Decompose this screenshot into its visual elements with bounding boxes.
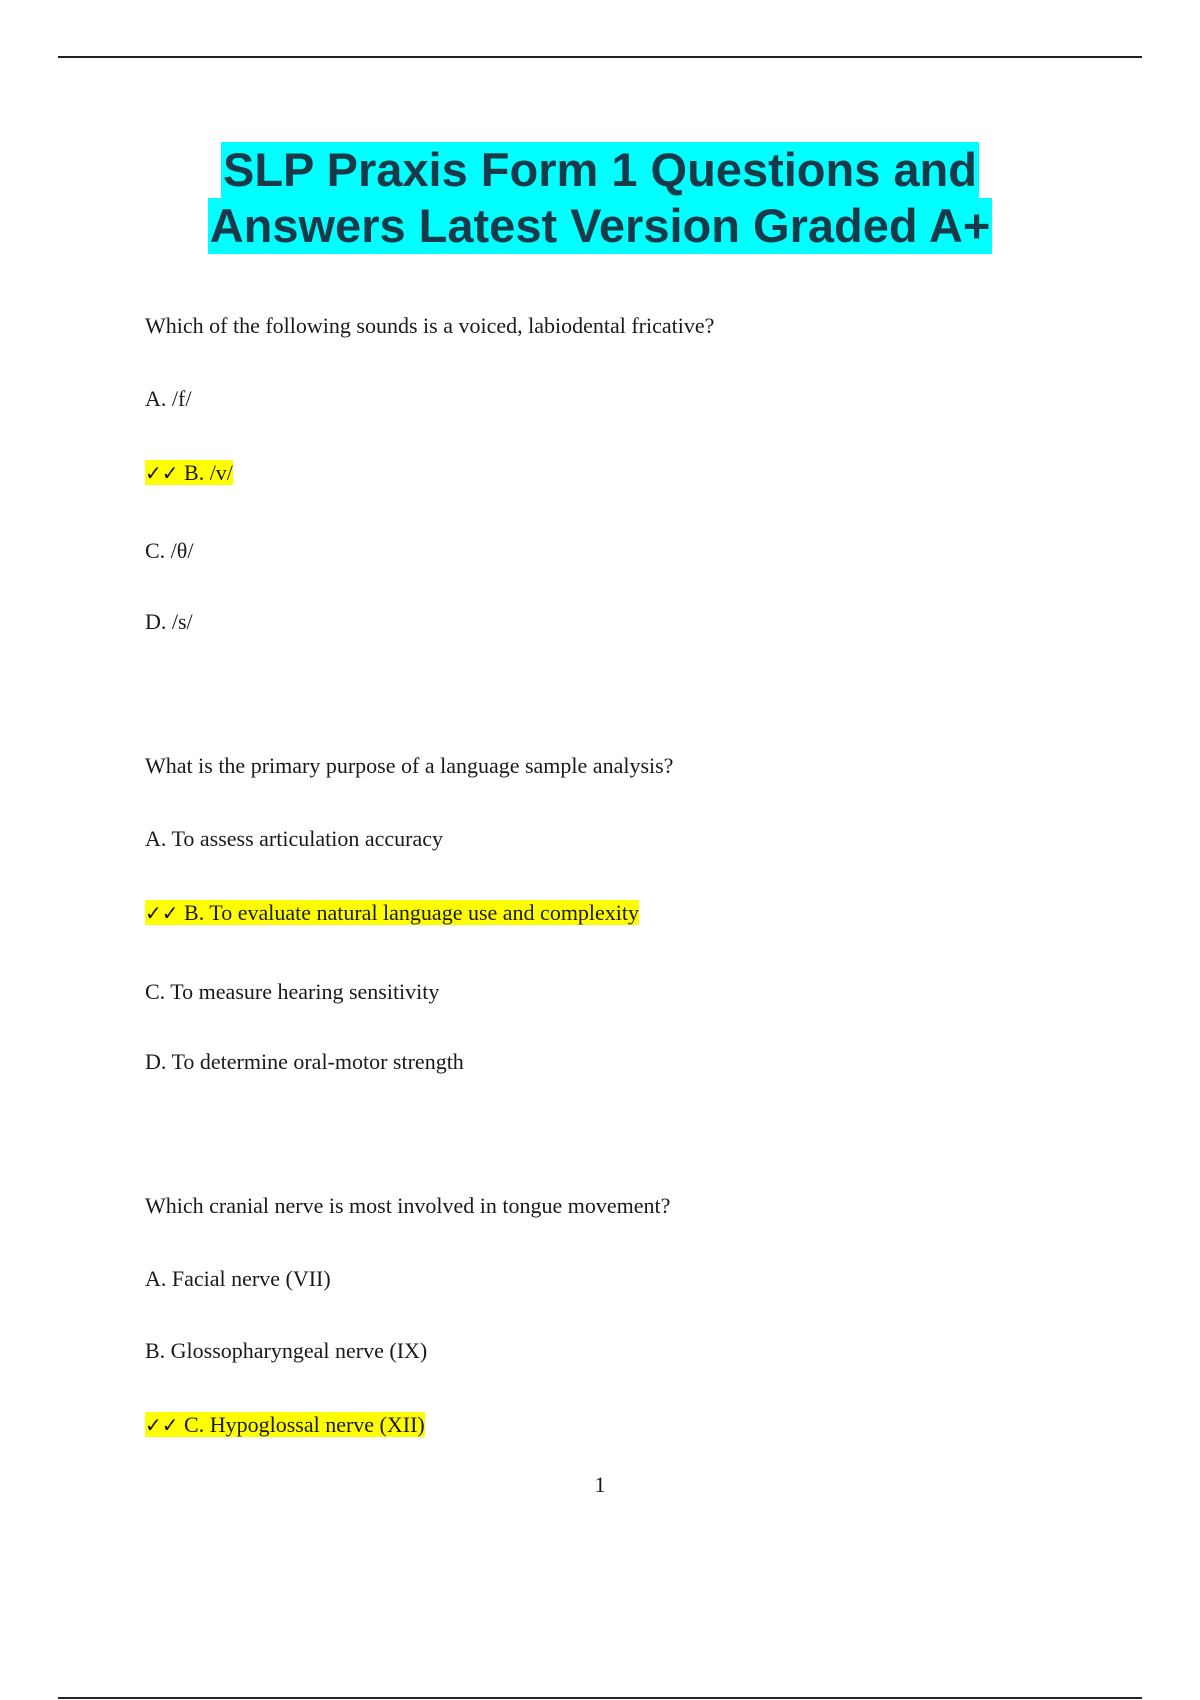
answer-text: B. To evaluate natural language use and complexity bbox=[184, 900, 640, 925]
question-1-option-a: A. /f/ bbox=[145, 386, 192, 411]
title-line-2: Answers Latest Version Graded A+ bbox=[209, 199, 991, 252]
question-1-option-d: D. /s/ bbox=[145, 609, 193, 634]
document-title bbox=[0, 142, 1200, 254]
footer-rule bbox=[58, 1697, 1142, 1699]
question-2-text: What is the primary purpose of a language sample analysis? bbox=[145, 753, 674, 778]
page-number: 1 bbox=[594, 1472, 606, 1497]
answer-text: B. /v/ bbox=[184, 460, 233, 485]
question-2-option-b-correct bbox=[145, 898, 639, 928]
question-3-option-b: B. Glossopharyngeal nerve (IX) bbox=[145, 1338, 428, 1363]
answer-highlight bbox=[145, 900, 639, 925]
double-check-icon: ✓✓ bbox=[145, 461, 179, 485]
question-1-option-c: C. /θ/ bbox=[145, 538, 194, 563]
double-check-icon: ✓✓ bbox=[145, 901, 179, 925]
question-2-option-d: D. To determine oral-motor strength bbox=[145, 1049, 464, 1074]
title-line-1: SLP Praxis Form 1 Questions and bbox=[223, 143, 977, 196]
question-2-option-c: C. To measure hearing sensitivity bbox=[145, 979, 440, 1004]
question-3-option-c-correct bbox=[145, 1410, 425, 1440]
header-rule bbox=[58, 56, 1142, 58]
question-3-option-a: A. Facial nerve (VII) bbox=[145, 1266, 331, 1291]
answer-text: C. Hypoglossal nerve (XII) bbox=[184, 1412, 425, 1437]
question-1-text: Which of the following sounds is a voiced, labiodental fricative? bbox=[145, 313, 715, 338]
question-2-option-a: A. To assess articulation accuracy bbox=[145, 826, 443, 851]
double-check-icon: ✓✓ bbox=[145, 1413, 179, 1437]
answer-highlight bbox=[145, 460, 233, 485]
answer-highlight bbox=[145, 1412, 425, 1437]
question-3-text: Which cranial nerve is most involved in tongue movement? bbox=[145, 1193, 671, 1218]
question-1-option-b-correct bbox=[145, 458, 233, 488]
